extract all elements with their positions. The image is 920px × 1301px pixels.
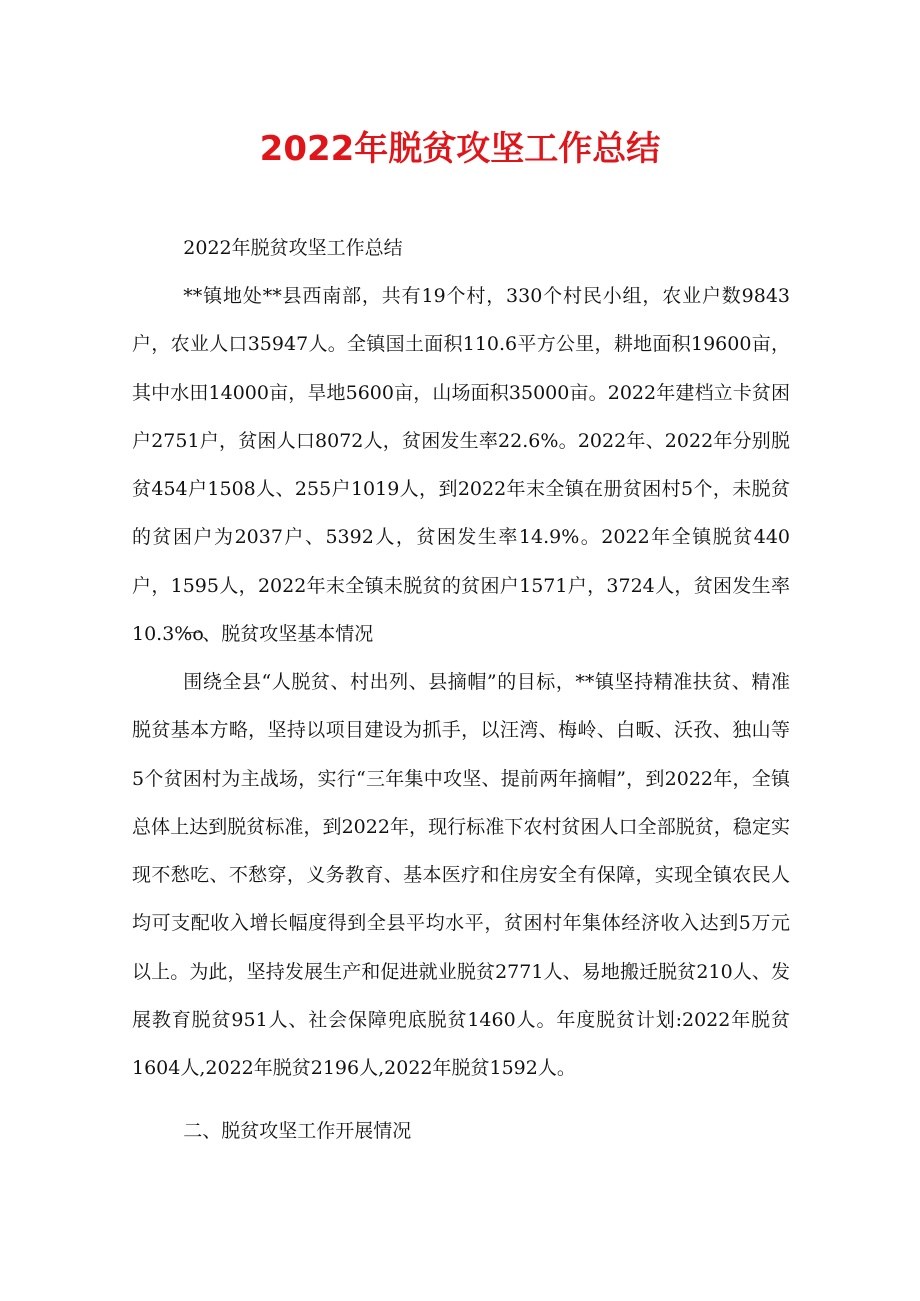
- document-title: 2022年脱贫攻坚工作总结: [259, 129, 661, 169]
- subtitle-text: 2022年脱贫攻坚工作总结: [183, 237, 403, 259]
- paragraph-overview-text: **镇地处**县西南部，共有19个村，330个村民小组，农业户数9843户，农业人口35947人。全镇国土面积110.6平方公里，耕地面积19600亩，其中水田14000亩，旱地5600亩，山场面积35000亩。2022年建档立卡贫困户2751户，贫困人口8072人，贫困发生率22.6%。2022年、2022年分别脱贫454户1508人、255户1019人，到2022年末全镇在册贫困村5个，未脱贫的贫困户为2037户、5392人，贫困发生率14.9%。2022年全镇脱贫440户，1595人，2022年末全镇未脱贫的贫困户1571户，3724人，贫困发生率10.3%o: [132, 285, 790, 646]
- section-heading-2-text: 二、脱贫攻坚工作开展情况: [183, 1120, 412, 1142]
- paragraph-overview: [132, 272, 790, 658]
- paragraph-goals: [132, 658, 790, 1093]
- section-heading-basic-situation: [132, 610, 790, 658]
- section-heading-work-progress: [132, 1107, 790, 1155]
- section-heading-1-text: 一、脱贫攻坚基本情况: [183, 623, 374, 645]
- document-subtitle: [132, 224, 790, 272]
- paragraph-goals-text: 围绕全县“人脱贫、村出列、县摘帽”的目标，**镇坚持精准扶贫、精准脱贫基本方略，坚持以项目建设为抓手，以汪湾、梅岭、白畈、沃孜、独山等5个贫困村为主战场，实行“三年集中攻坚、提前两年摘帽”，到2022年，全镇总体上达到脱贫标准，到2022年，现行标准下农村贫困人口全部脱贫，稳定实现不愁吃、不愁穿，义务教育、基本医疗和住房安全有保障，实现全镇农民人均可支配收入增长幅度得到全县平均水平，贫困村年集体经济收入达到5万元以上。为此，坚持发展生产和促进就业脱贫2771人、易地搬迁脱贫210人、发展教育脱贫951人、社会保障兜底脱贫1460人。年度脱贫计划:2022年脱贫1604人,2022年脱贫2196人,2022年脱贫1592人。: [132, 671, 790, 1080]
